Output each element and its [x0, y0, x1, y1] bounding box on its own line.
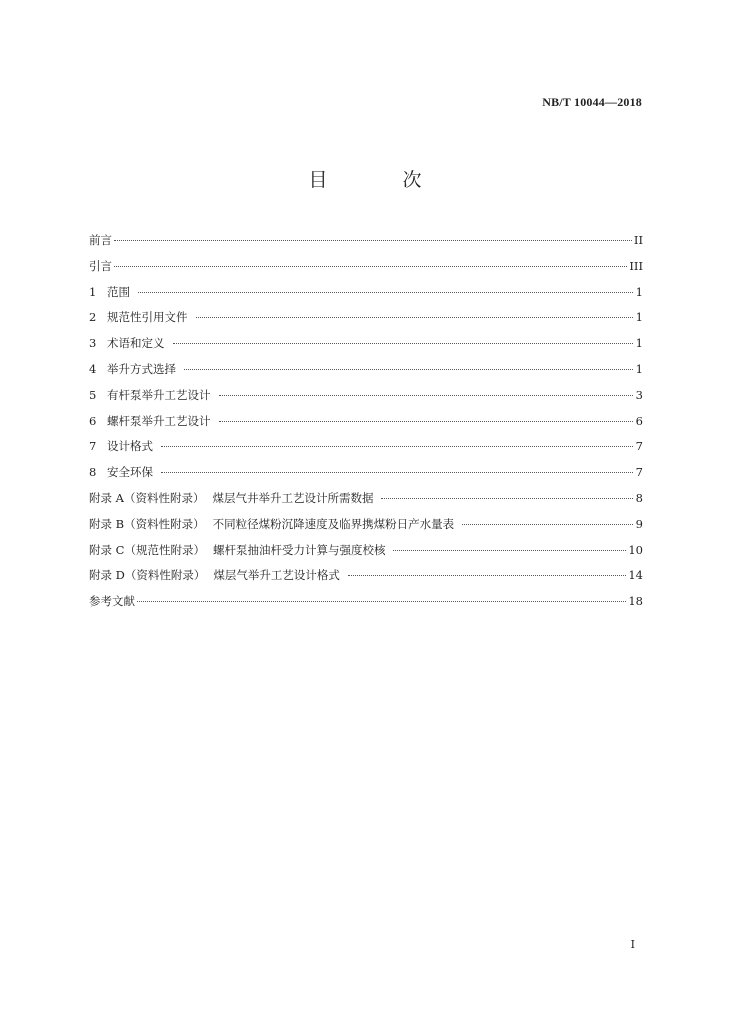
- toc-entry[interactable]: [89, 438, 643, 464]
- toc-entry-page: 9: [635, 516, 643, 531]
- toc-entry-appendix: 附录 B（资料性附录）: [89, 516, 205, 531]
- dot-leader: [137, 601, 626, 602]
- dot-leader: [161, 446, 633, 447]
- toc-entry-label: 参考文献: [89, 594, 135, 609]
- dot-leader: [348, 575, 626, 576]
- toc-entry-appendix: 附录 D（资料性附录）: [89, 568, 206, 583]
- toc-entry-page: 10: [628, 542, 643, 557]
- dot-leader: [173, 343, 634, 344]
- toc-entry-label: 规范性引用文件: [107, 310, 188, 325]
- page-title: 目 次: [308, 169, 450, 191]
- toc-entry[interactable]: [89, 335, 643, 361]
- toc-entry-label: 举升方式选择: [107, 361, 176, 376]
- toc-entry-label: 煤层气井举升工艺设计所需数据: [212, 490, 374, 505]
- toc-entry-appendix: 附录 C（规范性附录）: [89, 542, 205, 557]
- toc-entry-label: 有杆泵举升工艺设计: [107, 387, 211, 402]
- toc-entry[interactable]: [89, 464, 643, 490]
- toc-entry-number: 7: [89, 439, 97, 454]
- toc-entry[interactable]: [89, 361, 643, 387]
- toc-entry-label: 术语和定义: [107, 336, 165, 351]
- dot-leader: [138, 292, 633, 293]
- toc-entry-appendix: 附录 A（资料性附录）: [89, 490, 205, 505]
- toc-entry-label: 螺杆泵举升工艺设计: [107, 413, 211, 428]
- dot-leader: [219, 421, 634, 422]
- toc-entry-page: 7: [635, 439, 643, 454]
- toc-entry-label: 引言: [89, 258, 112, 273]
- toc-entry-page: 14: [628, 568, 643, 583]
- toc-entry[interactable]: [89, 593, 643, 619]
- toc-entry-page: 8: [635, 490, 643, 505]
- toc-entry-page: 6: [635, 413, 643, 428]
- toc-entry[interactable]: [89, 232, 643, 258]
- toc-entry[interactable]: [89, 542, 643, 568]
- toc-entry[interactable]: [89, 567, 643, 593]
- toc-entry-page: III: [629, 258, 643, 273]
- toc-entry-label: 前言: [89, 233, 112, 247]
- toc-entry-number: 4: [89, 361, 97, 376]
- toc-entry-label: 安全环保: [107, 465, 153, 480]
- toc-entry-label: 煤层气举升工艺设计格式: [213, 568, 340, 583]
- dot-leader: [381, 498, 633, 499]
- toc-entry-page: 1: [635, 361, 643, 376]
- dot-leader: [196, 317, 634, 318]
- dot-leader: [184, 369, 633, 370]
- toc-entry[interactable]: [89, 413, 643, 439]
- toc-entry-page: 18: [628, 594, 643, 609]
- toc-entry-label: 螺杆泵抽油杆受力计算与强度校核: [212, 542, 386, 557]
- toc-entry-page: 1: [635, 284, 643, 299]
- dot-leader: [393, 550, 626, 551]
- toc-entry-number: 2: [89, 310, 97, 325]
- toc-entry[interactable]: [89, 490, 643, 516]
- page-number: I: [630, 938, 635, 951]
- toc-entry[interactable]: [89, 516, 643, 542]
- toc-entry-number: 8: [89, 465, 97, 480]
- toc-entry[interactable]: [89, 258, 643, 284]
- dot-leader: [161, 472, 633, 473]
- toc-entry-page: 1: [635, 336, 643, 351]
- dot-leader: [219, 395, 634, 396]
- toc-entry-number: 5: [89, 387, 97, 402]
- toc-entry-number: 6: [89, 413, 97, 428]
- dot-leader: [462, 524, 633, 525]
- toc-entry[interactable]: [89, 387, 643, 413]
- standard-code: NB/T 10044—2018: [542, 95, 642, 109]
- toc-entry-label: 不同粒径煤粉沉降速度及临界携煤粉日产水量表: [212, 516, 455, 531]
- toc-entry-page: 3: [635, 387, 643, 402]
- toc-entry-label: 设计格式: [107, 439, 153, 454]
- table-of-contents: [89, 232, 643, 619]
- dot-leader: [114, 266, 627, 267]
- toc-entry-page: 1: [635, 310, 643, 325]
- dot-leader: [114, 240, 632, 241]
- toc-entry-number: 1: [89, 284, 97, 299]
- toc-entry-label: 范围: [107, 284, 130, 299]
- toc-entry-page: II: [633, 233, 643, 247]
- toc-entry[interactable]: [89, 284, 643, 310]
- toc-entry-number: 3: [89, 336, 97, 351]
- toc-entry-page: 7: [635, 465, 643, 480]
- toc-entry[interactable]: [89, 309, 643, 335]
